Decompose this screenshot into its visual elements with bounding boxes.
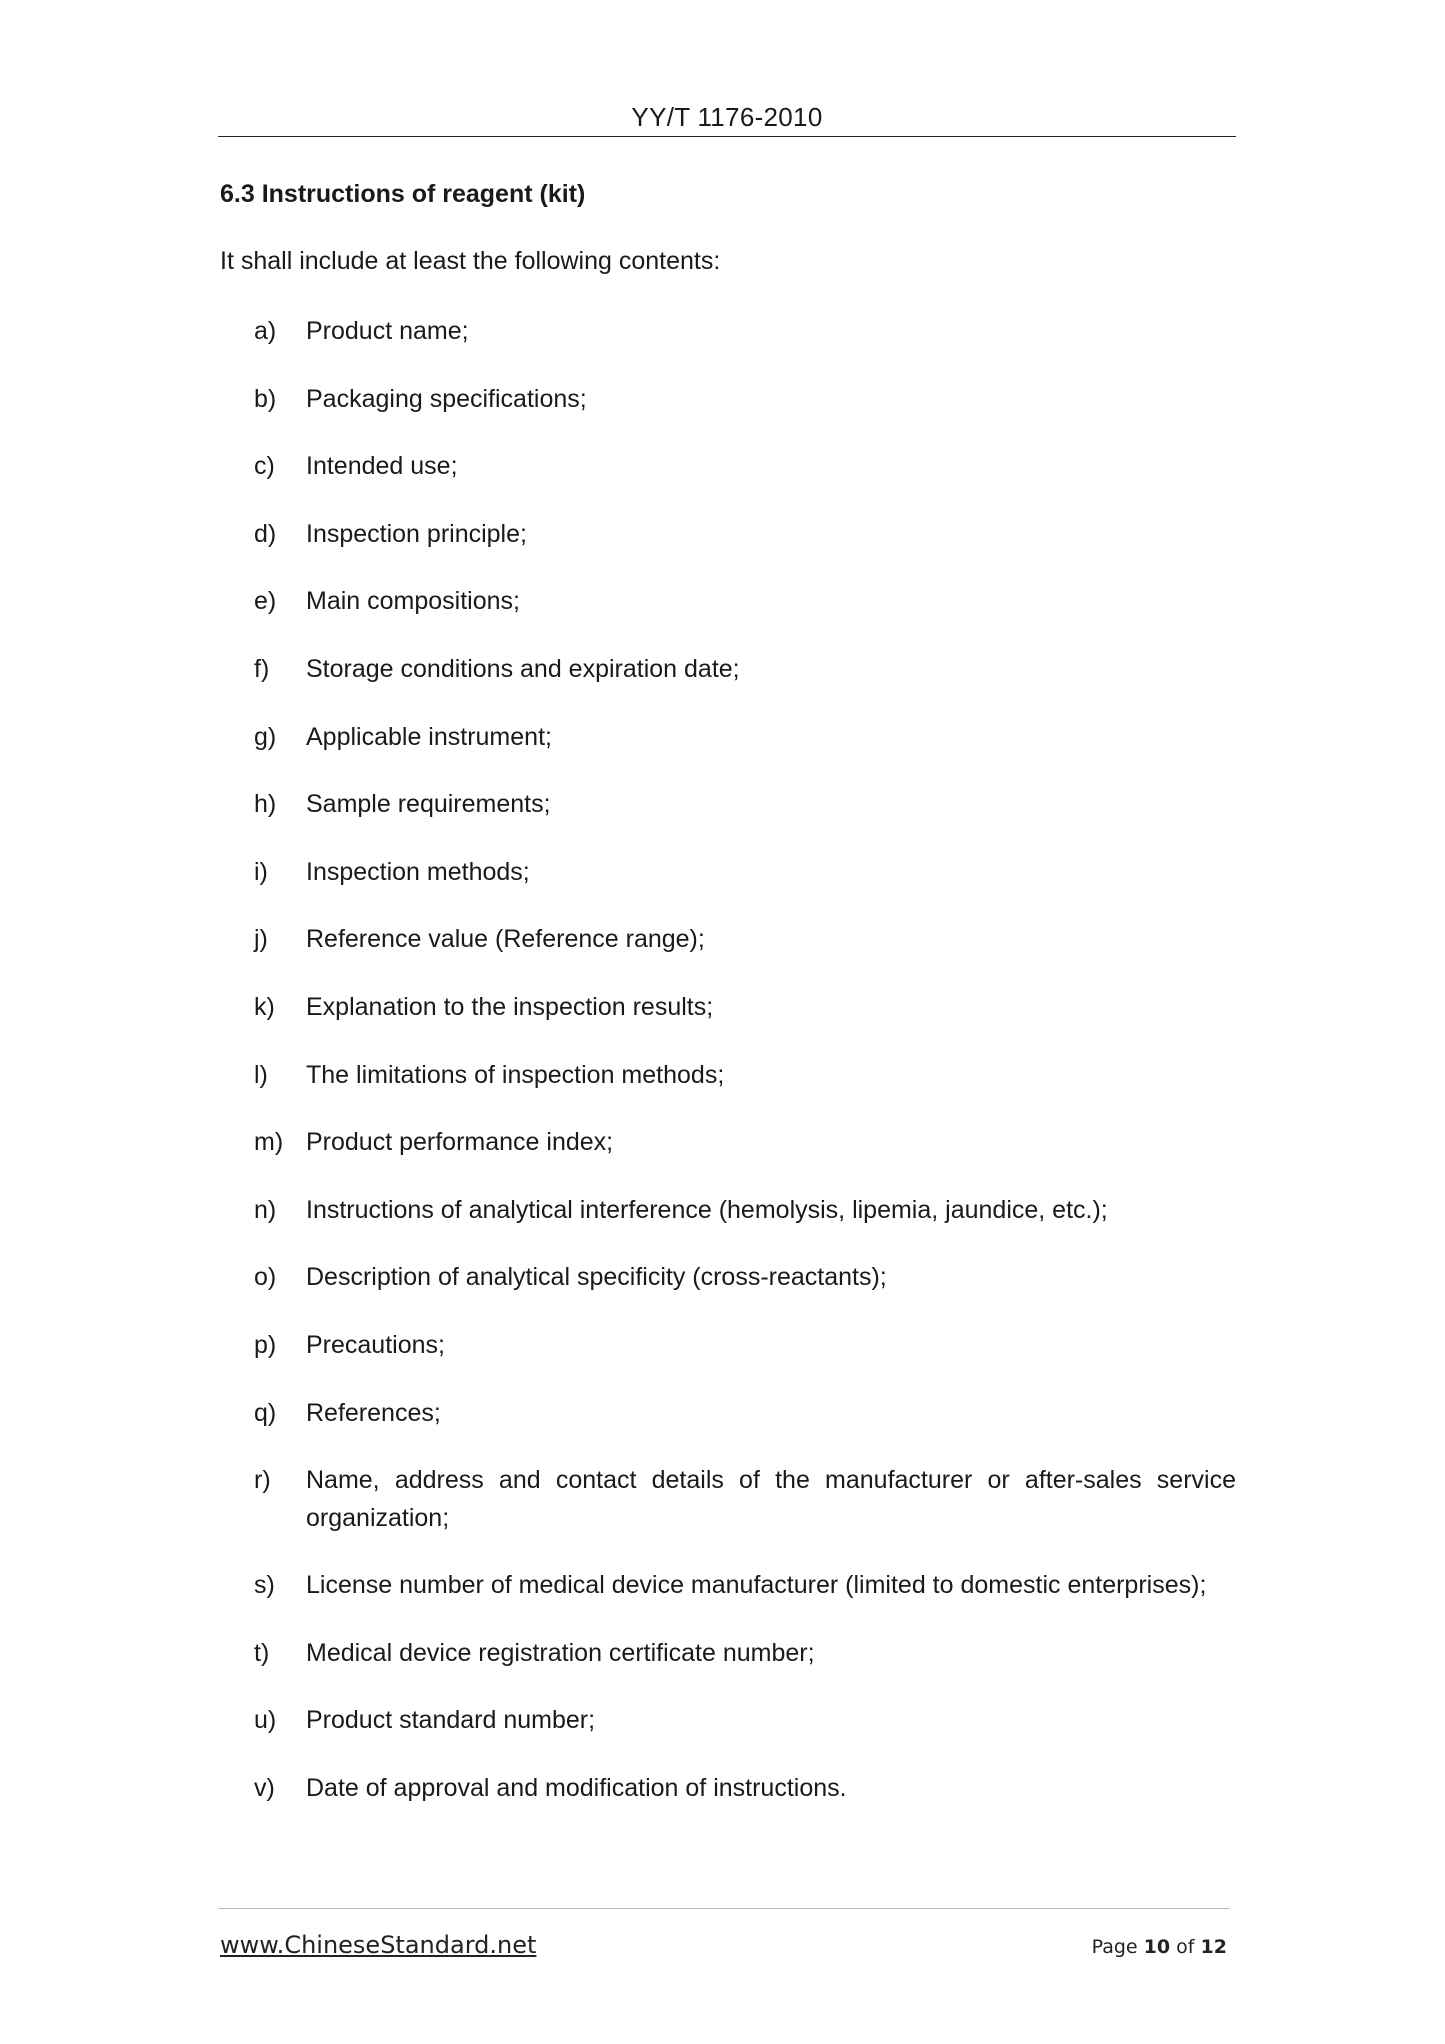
- list-marker: i): [254, 857, 268, 886]
- list-item: [220, 1701, 1236, 1769]
- list-item-text: Medical device registration certificate number;: [306, 1638, 815, 1667]
- list-marker: b): [254, 384, 277, 413]
- list-item: [220, 1566, 1236, 1634]
- list-item: [220, 582, 1236, 650]
- list-item: [220, 1461, 1236, 1566]
- list-item-text: Packaging specifications;: [306, 384, 587, 413]
- list-item: [220, 853, 1236, 921]
- list-marker: k): [254, 992, 275, 1021]
- list-item-text: Product performance index;: [306, 1128, 614, 1157]
- list-item: [220, 447, 1236, 515]
- list-item-text: Product standard number;: [306, 1706, 596, 1735]
- list-item: [220, 515, 1236, 583]
- list-item-text: Storage conditions and expiration date;: [306, 654, 740, 683]
- list-marker: c): [254, 452, 275, 481]
- list-item-text: Applicable instrument;: [306, 722, 552, 751]
- list-marker: r): [254, 1466, 271, 1495]
- page-word: Page: [1091, 1936, 1138, 1958]
- intro-paragraph: It shall include at least the following contents:: [220, 247, 721, 275]
- list-marker: t): [254, 1638, 270, 1667]
- list-item-text: Date of approval and modification of instructions.: [306, 1773, 847, 1802]
- list-marker: p): [254, 1330, 277, 1359]
- list-item-text: References;: [306, 1398, 441, 1427]
- list-item: [220, 1123, 1236, 1191]
- list-marker: o): [254, 1263, 277, 1292]
- list-item: [220, 650, 1236, 718]
- list-item-text: Reference value (Reference range);: [306, 925, 705, 954]
- list-item-text: Instructions of analytical interference (hemolysis, lipemia, jaundice, etc.);: [306, 1195, 1108, 1224]
- list-item: [220, 1769, 1236, 1837]
- list-marker: h): [254, 790, 277, 819]
- list-item-text: Inspection principle;: [306, 519, 527, 548]
- list-marker: q): [254, 1398, 277, 1427]
- list-item-text: Sample requirements;: [306, 790, 551, 819]
- list-item-text: Description of analytical specificity (cross-reactants);: [306, 1263, 887, 1292]
- list-item: [220, 1394, 1236, 1462]
- list-item-text: Product name;: [306, 317, 469, 345]
- list-item: [220, 312, 1236, 380]
- list-item-text: License number of medical device manufacturer (limited to domestic enterprises);: [306, 1571, 1207, 1600]
- list-marker: u): [254, 1706, 277, 1735]
- page-current: 10: [1143, 1936, 1171, 1958]
- list-item: [220, 718, 1236, 786]
- list-item-text: Inspection methods;: [306, 857, 530, 886]
- list-marker: v): [254, 1773, 275, 1802]
- list-item: [220, 1258, 1236, 1326]
- list-item-text: The limitations of inspection methods;: [306, 1060, 725, 1089]
- list-item: [220, 785, 1236, 853]
- list-marker: e): [254, 587, 277, 616]
- contents-list: [220, 312, 1236, 1836]
- standard-code: YY/T 1176-2010: [631, 102, 823, 132]
- list-marker: d): [254, 519, 277, 548]
- list-item: [220, 1326, 1236, 1394]
- list-item-text: Explanation to the inspection results;: [306, 992, 714, 1021]
- list-item: [220, 1634, 1236, 1702]
- page-of: of: [1176, 1936, 1195, 1958]
- footer-divider: [218, 1908, 1230, 1909]
- section-heading: 6.3 Instructions of reagent (kit): [220, 180, 586, 208]
- list-item-text: Intended use;: [306, 452, 458, 481]
- list-item-text: Precautions;: [306, 1330, 445, 1359]
- header-divider: [218, 136, 1236, 137]
- list-marker: f): [254, 654, 270, 683]
- website-link[interactable]: www.ChineseStandard.net: [220, 1931, 537, 1959]
- list-marker: g): [254, 722, 277, 751]
- list-item: [220, 1056, 1236, 1124]
- list-marker: m): [254, 1128, 284, 1157]
- page-total: 12: [1200, 1936, 1227, 1958]
- list-item-text: Name, address and contact details of the manufacturer or after-sales service organization;: [306, 1466, 1236, 1533]
- page-number: [1092, 1936, 1227, 1958]
- list-marker: l): [254, 1060, 268, 1089]
- list-marker: j): [254, 925, 268, 954]
- list-item: [220, 380, 1236, 448]
- list-marker: n): [254, 1195, 277, 1224]
- list-marker: s): [254, 1571, 275, 1600]
- list-item: [220, 988, 1236, 1056]
- list-item: [220, 1191, 1236, 1259]
- list-marker: a): [254, 317, 277, 345]
- list-item-text: Main compositions;: [306, 587, 520, 616]
- list-item: [220, 920, 1236, 988]
